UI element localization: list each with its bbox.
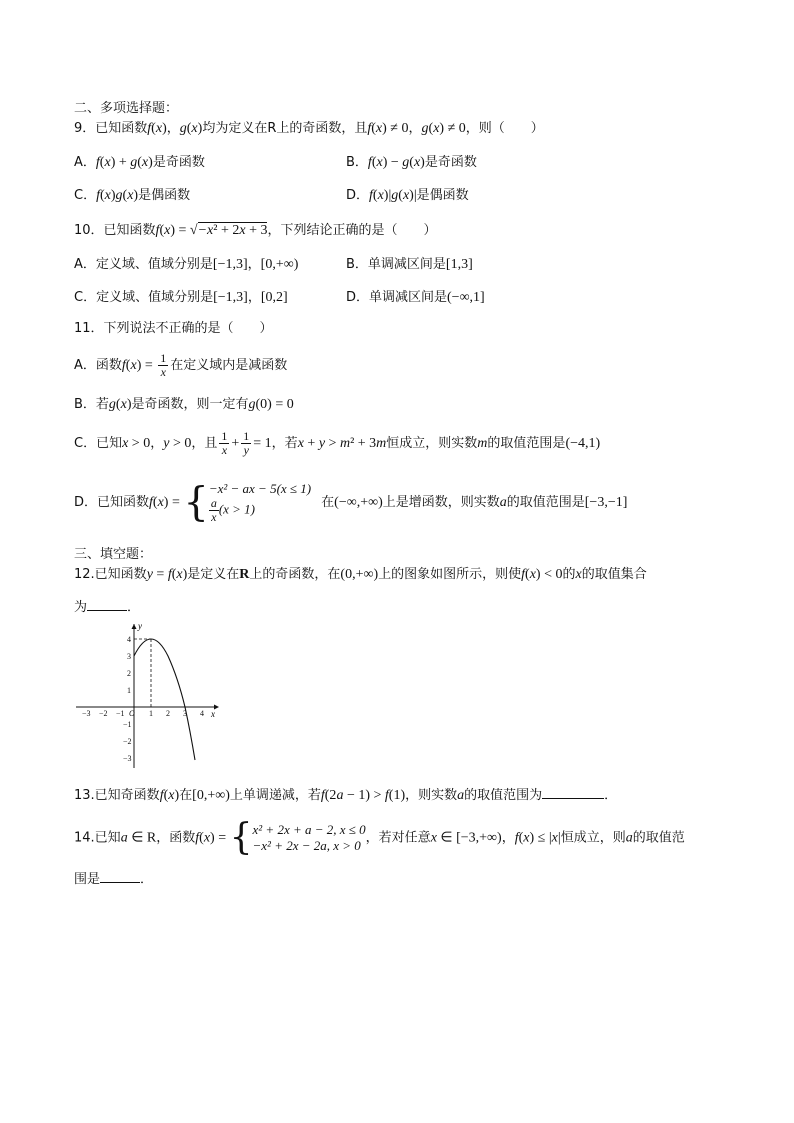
- y-tick-label: 4: [127, 635, 131, 644]
- y-tick-label: −2: [123, 737, 132, 746]
- question-10-option-b[interactable]: B．单调减区间是[1,3]: [346, 257, 473, 272]
- question-11-option-a[interactable]: A．函数f(x) = $\frac{1}{x}$ 在定义域内是减函数: [74, 351, 288, 379]
- y-tick-label: 2: [127, 669, 131, 678]
- origin-label: O: [129, 709, 135, 718]
- section-title-multiple-choice: 二、多项选择题：: [74, 101, 179, 116]
- x-axis-label: x: [211, 709, 215, 719]
- question-9-option-a[interactable]: A．f(x) + g(x)是奇函数: [74, 155, 205, 170]
- question-11-option-d[interactable]: D．已知函数f(x) = { −x² − ax − 5(x ≤ 1) $\frac{a}{x}$ (x > 1) 在(−∞,+∞)上是增函数，则实数a的取值范围是[−3,−1]: [74, 479, 628, 526]
- x-tick-label: −1: [116, 709, 125, 718]
- answer-blank-14[interactable]: [100, 870, 140, 883]
- question-11-stem: 11．下列说法不正确的是（ ）: [74, 321, 273, 336]
- x-tick-label: 4: [200, 709, 204, 718]
- x-tick-label: 1: [149, 709, 153, 718]
- question-10-option-c[interactable]: C．定义域、值域分别是[−1,3]，[0,2]: [74, 290, 288, 305]
- function-curve: [134, 639, 195, 760]
- question-9-option-d[interactable]: D．f(x)|g(x)|是偶函数: [346, 188, 469, 203]
- y-tick-label: 1: [127, 686, 131, 695]
- question-9-stem: 9．已知函数f(x)，g(x)均为定义在R上的奇函数，且f(x) ≠ 0，g(x) ≠ 0，则（ ）: [74, 121, 544, 136]
- y-axis-label: y: [138, 621, 142, 631]
- question-10-stem: 10．已知函数f(x) = √−x² + 2x + 3，下列结论正确的是（ ）: [74, 223, 437, 238]
- question-11-option-c[interactable]: C．已知x > 0，y > 0，且 $\frac{1}{x}$ + $\frac{1}{y}$ = 1，若x + y > m² + 3m恒成立，则实数m的取值范围是(−4,1): [74, 429, 601, 457]
- question-9-option-c[interactable]: C．f(x)g(x)是偶函数: [74, 188, 191, 203]
- y-tick-label: −1: [123, 720, 132, 729]
- question-12-stem: 12.已知函数y = f(x)是定义在R上的奇函数，在(0,+∞)上的图象如图所示，则使f(x) < 0的x的取值集合: [74, 567, 647, 582]
- function-graph: [74, 620, 224, 770]
- question-10-option-a[interactable]: A．定义域、值域分别是[−1,3]，[0,+∞): [74, 257, 299, 272]
- y-tick-label: 3: [127, 652, 131, 661]
- x-tick-label: −2: [99, 709, 108, 718]
- x-tick-label: −3: [82, 709, 91, 718]
- answer-blank-12[interactable]: [87, 598, 127, 611]
- section-title-fill-in: 三、填空题：: [74, 547, 153, 562]
- question-10-option-d[interactable]: D．单调减区间是(−∞,1]: [346, 290, 485, 305]
- answer-blank-13[interactable]: [542, 786, 604, 799]
- y-tick-label: −3: [123, 754, 132, 763]
- x-tick-label: 3: [183, 709, 187, 718]
- y-axis-arrow: [132, 624, 137, 629]
- question-9-option-b[interactable]: B．f(x) − g(x)是奇函数: [346, 155, 477, 170]
- question-11-option-b[interactable]: B．若g(x)是奇函数，则一定有g(0) = 0: [74, 397, 294, 412]
- question-14-stem: 14.已知a ∈ R，函数f(x) = { x² + 2x + a − 2, x ≤ 0 −x² + 2x − 2a, x > 0 ，若对任意x ∈ [−3,+∞)，f(x) ≤ |x|恒成立，则a的取值范: [74, 817, 685, 858]
- x-tick-label: 2: [166, 709, 170, 718]
- question-13-stem: 13.已知奇函数f(x)在[0,+∞)上单调递减，若f(2a − 1) > f(1)，则实数a的取值范围为 ．: [74, 788, 618, 803]
- question-14-line2: 围是 ．: [74, 872, 154, 887]
- question-12-line2: 为 ．: [74, 600, 141, 615]
